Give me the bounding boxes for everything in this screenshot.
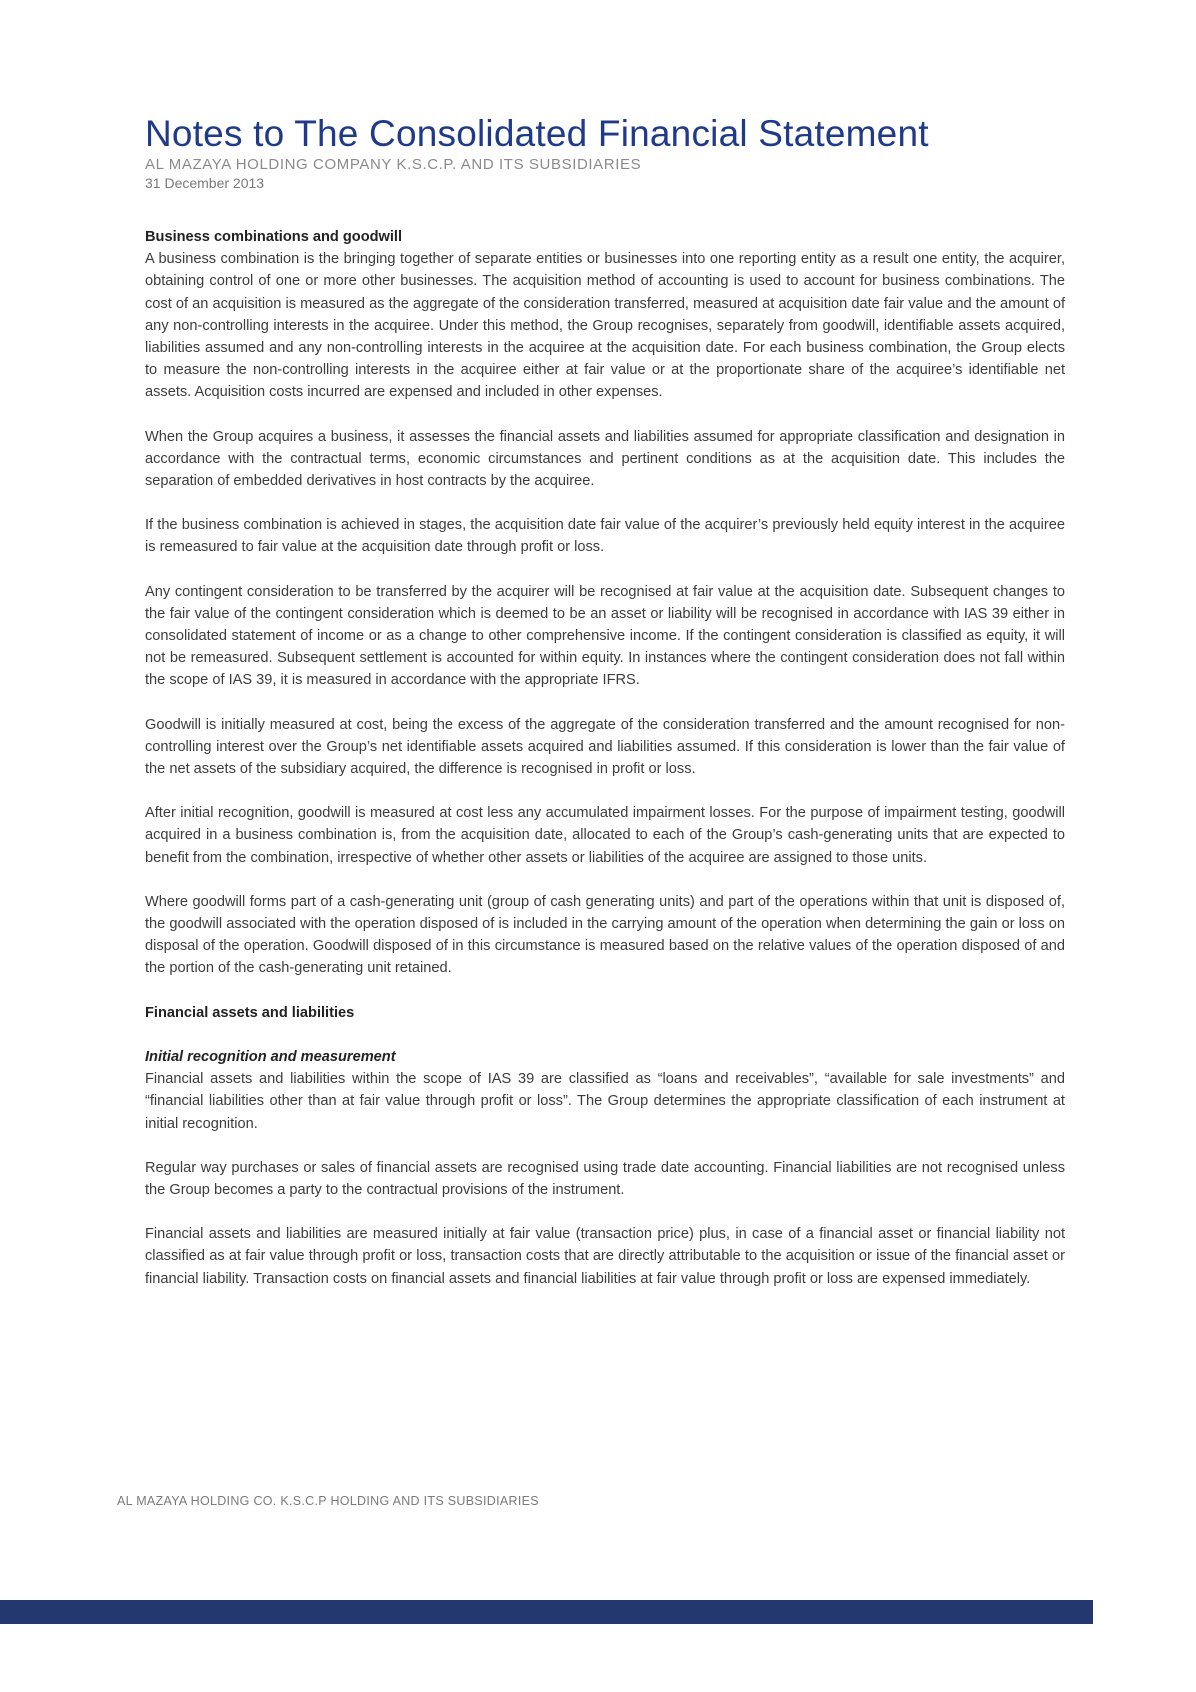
subsection-heading-initial-recognition: Initial recognition and measurement	[145, 1048, 396, 1065]
report-date: 31 December 2013	[145, 175, 265, 191]
paragraph: Goodwill is initially measured at cost, being the excess of the aggregate of the consideration transferred and the amount recognised for non-controlling interest over the Group’s net identifiable assets acquired and liabilities assumed. If this consideration is lower than the fair value of the net assets of the subsidiary acquired, the difference is recognised in profit or loss.	[145, 716, 1065, 778]
paragraph: If the business combination is achieved in stages, the acquisition date fair value of the acquirer’s previously held equity interest in the acquiree is remeasured to fair value at the acquisition date through profit or loss.	[145, 517, 1065, 556]
paragraph: When the Group acquires a business, it assesses the financial assets and liabilities assumed for appropriate classification and designation in accordance with the contractual terms, economic circumstances and pertinent conditions as at the acquisition date. This includes the separation of embedded derivatives in host contracts by the acquiree.	[145, 428, 1065, 490]
paragraph: Regular way purchases or sales of financial assets are recognised using trade date accounting. Financial liabilities are not recognised unless the Group becomes a party to the contractual provisions of the instrument.	[145, 1159, 1065, 1198]
page-title: Notes to The Consolidated Financial Statement	[145, 113, 929, 154]
section-heading-financial-assets: Financial assets and liabilities	[145, 1004, 355, 1021]
initial-recognition-block	[145, 1046, 1065, 1135]
paragraph: Where goodwill forms part of a cash-generating unit (group of cash generating units) and part of the operations within that unit is disposed of, the goodwill associated with the operation disposed of is included in the carrying amount of the operation when determining the gain or loss on disposal of the operation. Goodwill disposed of in this circumstance is measured based on the relative values of the operation disposed of and the portion of the cash-generating unit retained.	[145, 893, 1065, 977]
document-body	[145, 226, 1065, 1312]
page-header	[145, 112, 1065, 192]
paragraph: After initial recognition, goodwill is measured at cost less any accumulated impairment losses. For the purpose of impairment testing, goodwill acquired in a business combination is, from the acquisition date, allocated to each of the Group’s cash-generating units that are expected to benefit from the combination, irrespective of whether other assets or liabilities of the acquiree are assigned to those units.	[145, 805, 1065, 866]
company-name: AL MAZAYA HOLDING COMPANY K.S.C.P. AND ITS SUBSIDIARIES	[145, 156, 642, 173]
paragraph: Financial assets and liabilities within the scope of IAS 39 are classified as “loans and receivables”, “available for sale investments” and “financial liabilities other than at fair value through profit or loss”. The Group determines the appropriate classification of each instrument at initial recognition.	[145, 1071, 1065, 1132]
paragraph: Financial assets and liabilities are measured initially at fair value (transaction price) plus, in case of a financial asset or financial liability not classified as at fair value through profit or loss, transaction costs that are directly attributable to the acquisition or issue of the financial asset or financial liability. Transaction costs on financial assets and financial liabilities at fair value through profit or loss are expensed immediately.	[145, 1226, 1065, 1287]
paragraph: Any contingent consideration to be transferred by the acquirer will be recognised at fair value at the acquisition date. Subsequent changes to the fair value of the contingent consideration which is deemed to be an asset or liability will be recognised in accordance with IAS 39 either in consolidated statement of income or as a change to other comprehensive income. If the contingent consideration is classified as equity, it will not be remeasured. Subsequent settlement is accounted for within equity. In instances where the contingent consideration does not fall within the scope of IAS 39, it is measured in accordance with the appropriate IFRS.	[145, 583, 1065, 689]
section-heading-business-combinations: Business combinations and goodwill	[145, 229, 403, 245]
footer-bar	[0, 1600, 1093, 1624]
business-combinations-intro	[145, 226, 1065, 404]
paragraph: A business combination is the bringing together of separate entities or businesses into one reporting entity as a result one entity, the acquirer, obtaining control of one or more other businesses. The acquisition method of accounting is used to account for business combinations. The cost of an acquisition is measured as the aggregate of the consideration transferred, measured at acquisition date fair value and the amount of any non-controlling interests in the acquiree. Under this method, the Group recognises, separately from goodwill, identifiable assets acquired, liabilities assumed and any non-controlling interests in the acquiree at the acquisition date. For each business combination, the Group elects to measure the non-controlling interests in the acquiree either at fair value or at the proportionate share of the acquiree’s identifiable net assets. Acquisition costs incurred are expensed and included in other expenses.	[145, 251, 1065, 401]
footer-company-name: AL MAZAYA HOLDING CO. K.S.C.P HOLDING AND ITS SUBSIDIARIES	[117, 1494, 539, 1508]
